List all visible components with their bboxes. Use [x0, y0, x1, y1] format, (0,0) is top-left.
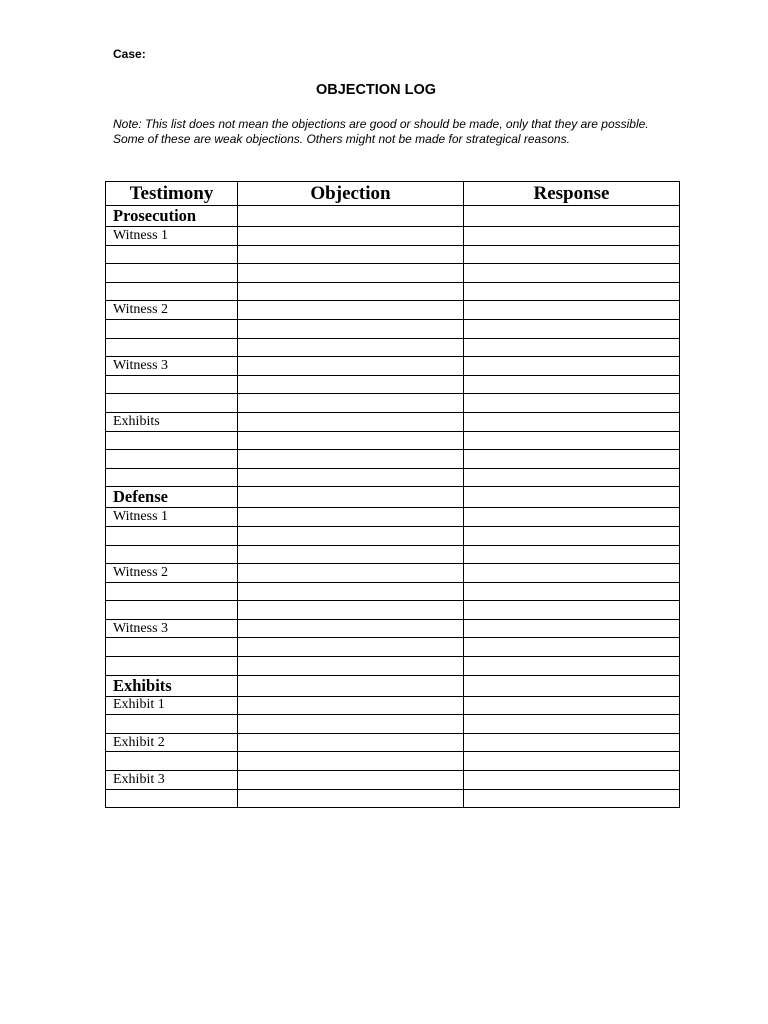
table-row — [106, 752, 680, 771]
objection-cell — [238, 638, 464, 657]
table-row — [106, 375, 680, 394]
document-title: OBJECTION LOG — [315, 82, 437, 98]
testimony-cell: Exhibit 1 — [106, 696, 238, 715]
response-cell — [464, 601, 680, 620]
table-row — [106, 696, 680, 715]
objection-cell — [238, 319, 464, 338]
testimony-cell — [106, 245, 238, 264]
table-row — [106, 657, 680, 676]
table-row — [106, 526, 680, 545]
response-cell — [464, 468, 680, 487]
response-cell — [464, 675, 680, 696]
response-cell — [464, 657, 680, 676]
table-row — [106, 227, 680, 246]
response-cell — [464, 206, 680, 227]
objection-cell — [238, 227, 464, 246]
response-cell — [464, 227, 680, 246]
testimony-cell — [106, 638, 238, 657]
table-row — [106, 601, 680, 620]
table-row — [106, 564, 680, 583]
column-header-response: Response — [464, 182, 680, 206]
objection-cell — [238, 206, 464, 227]
testimony-cell — [106, 582, 238, 601]
table-row — [106, 733, 680, 752]
testimony-cell — [106, 394, 238, 413]
column-header-testimony: Testimony — [106, 182, 238, 206]
objection-cell — [238, 752, 464, 771]
response-cell — [464, 245, 680, 264]
response-cell — [464, 752, 680, 771]
objection-cell — [238, 301, 464, 320]
testimony-cell — [106, 282, 238, 301]
column-header-objection: Objection — [238, 182, 464, 206]
response-cell — [464, 282, 680, 301]
section-row — [106, 206, 680, 227]
objection-cell — [238, 338, 464, 357]
objection-cell — [238, 789, 464, 808]
objection-cell — [238, 582, 464, 601]
objection-cell — [238, 771, 464, 790]
table-row — [106, 508, 680, 527]
table-row — [106, 338, 680, 357]
table-row — [106, 771, 680, 790]
objection-cell — [238, 431, 464, 450]
objection-cell — [238, 245, 464, 264]
objection-cell — [238, 601, 464, 620]
response-cell — [464, 582, 680, 601]
table-row — [106, 638, 680, 657]
testimony-cell: Witness 1 — [106, 508, 238, 527]
response-cell — [464, 357, 680, 376]
response-cell — [464, 715, 680, 734]
table-row — [106, 545, 680, 564]
testimony-cell — [106, 431, 238, 450]
testimony-cell: Witness 3 — [106, 619, 238, 638]
objection-cell — [238, 394, 464, 413]
section-label: Prosecution — [106, 206, 238, 227]
objection-cell — [238, 468, 464, 487]
section-label: Defense — [106, 487, 238, 508]
table-row — [106, 282, 680, 301]
testimony-cell — [106, 715, 238, 734]
testimony-cell — [106, 601, 238, 620]
testimony-cell: Witness 2 — [106, 301, 238, 320]
objection-cell — [238, 450, 464, 469]
table-row — [106, 301, 680, 320]
objection-cell — [238, 357, 464, 376]
objection-cell — [238, 564, 464, 583]
objection-cell — [238, 657, 464, 676]
response-cell — [464, 771, 680, 790]
objection-cell — [238, 375, 464, 394]
response-cell — [464, 526, 680, 545]
objection-log-body — [106, 182, 680, 808]
case-label: Case: — [113, 47, 146, 61]
table-row — [106, 715, 680, 734]
objection-cell — [238, 619, 464, 638]
response-cell — [464, 564, 680, 583]
testimony-cell: Exhibit 3 — [106, 771, 238, 790]
response-cell — [464, 487, 680, 508]
table-row — [106, 450, 680, 469]
response-cell — [464, 375, 680, 394]
response-cell — [464, 301, 680, 320]
objection-cell — [238, 412, 464, 431]
testimony-cell — [106, 526, 238, 545]
table-row — [106, 431, 680, 450]
note-text: Note: This list does not mean the objections are good or should be made, only that they are possible. Some of these are weak objections. Others might not be made for strategical reasons. — [113, 117, 649, 146]
testimony-cell — [106, 789, 238, 808]
response-cell — [464, 450, 680, 469]
objection-cell — [238, 264, 464, 283]
response-cell — [464, 394, 680, 413]
testimony-cell: Witness 3 — [106, 357, 238, 376]
table-header-row — [106, 182, 680, 206]
testimony-cell — [106, 450, 238, 469]
objection-cell — [238, 733, 464, 752]
objection-cell — [238, 508, 464, 527]
table-row — [106, 412, 680, 431]
objection-cell — [238, 282, 464, 301]
response-cell — [464, 319, 680, 338]
table-row — [106, 789, 680, 808]
testimony-cell: Witness 1 — [106, 227, 238, 246]
response-cell — [464, 696, 680, 715]
response-cell — [464, 638, 680, 657]
response-cell — [464, 338, 680, 357]
testimony-cell — [106, 338, 238, 357]
objection-cell — [238, 675, 464, 696]
testimony-cell — [106, 545, 238, 564]
objection-cell — [238, 545, 464, 564]
section-row — [106, 487, 680, 508]
objection-cell — [238, 696, 464, 715]
testimony-cell — [106, 657, 238, 676]
response-cell — [464, 412, 680, 431]
testimony-cell — [106, 752, 238, 771]
table-row — [106, 394, 680, 413]
testimony-cell: Exhibit 2 — [106, 733, 238, 752]
response-cell — [464, 431, 680, 450]
table-row — [106, 264, 680, 283]
testimony-cell — [106, 375, 238, 394]
response-cell — [464, 733, 680, 752]
testimony-cell — [106, 264, 238, 283]
objection-cell — [238, 715, 464, 734]
testimony-cell: Witness 2 — [106, 564, 238, 583]
response-cell — [464, 508, 680, 527]
section-label: Exhibits — [106, 675, 238, 696]
testimony-cell: Exhibits — [106, 412, 238, 431]
table-row — [106, 245, 680, 264]
objection-log-table — [105, 181, 680, 808]
table-row — [106, 468, 680, 487]
response-cell — [464, 789, 680, 808]
section-row — [106, 675, 680, 696]
response-cell — [464, 264, 680, 283]
objection-cell — [238, 526, 464, 545]
testimony-cell — [106, 319, 238, 338]
testimony-cell — [106, 468, 238, 487]
table-row — [106, 319, 680, 338]
table-row — [106, 619, 680, 638]
objection-cell — [238, 487, 464, 508]
table-row — [106, 357, 680, 376]
response-cell — [464, 619, 680, 638]
response-cell — [464, 545, 680, 564]
table-row — [106, 582, 680, 601]
